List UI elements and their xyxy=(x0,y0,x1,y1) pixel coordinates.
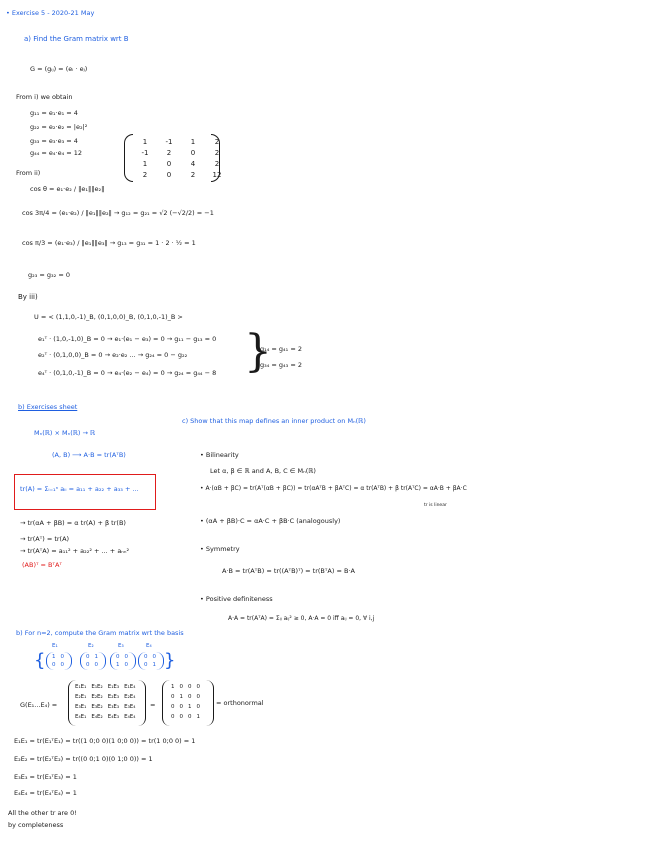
from-i-label: From i) we obtain xyxy=(16,93,73,101)
basis-label-1: E₁ xyxy=(52,643,58,649)
closing-line-1: All the other tr are 0! xyxy=(8,809,77,817)
right-brace: } xyxy=(244,326,272,377)
basis-label-3: E₃ xyxy=(118,643,124,649)
from-ii-label: From ii) xyxy=(16,169,41,177)
basis-matrix-3: 0 0 1 0 xyxy=(110,652,136,670)
bilinearity-note: tr is linear xyxy=(424,503,447,508)
linearity-step-3: → tr(AᵀA) = a₁₁² + a₂₂² + ... + aₙₙ² xyxy=(20,547,130,555)
bilinearity-eq-2: • (αA + βB)·C = αA·C + βB·C (analogously) xyxy=(200,517,341,525)
symmetry-title: • Symmetry xyxy=(200,545,240,553)
bilinearity-let: Let α, β ∈ ℝ and A, B, C ∈ Mₙ(ℝ) xyxy=(210,467,316,475)
g-line-1: g₁₁ = e₁·e₁ = 4 xyxy=(30,109,78,117)
calc-line-4: E₄E₄ = tr(E₄ᵀE₄) = 1 xyxy=(14,789,77,797)
calc-line-1: E₁E₁ = tr(E₁ᵀE₁) = tr((1 0;0 0)(1 0;0 0)) = tr(1 0;0 0) = 1 xyxy=(14,737,196,745)
cos-line-2: cos π/3 = (e₁·e₃) / ‖e₁‖‖e₃‖ → g₁₃ = g₃₁ = 1 · 2 · ½ = 1 xyxy=(22,239,196,247)
basis-matrix-4: 0 0 0 1 xyxy=(138,652,164,670)
brace-result-2: g₃₄ = g₄₃ = 2 xyxy=(260,361,302,369)
brace-result-1: g₁₄ = g₄₁ = 2 xyxy=(260,345,302,353)
trace-definition: tr(A) = Σᵢ₌₁ⁿ aᵢᵢ = a₁₁ + a₂₂ + a₃₃ + ... xyxy=(20,485,139,493)
linearity-step-2: → tr(Aᵀ) = tr(A) xyxy=(20,535,70,543)
calc-line-3: E₃E₃ = tr(E₃ᵀE₃) = 1 xyxy=(14,773,77,781)
g-line-2: g₂₂ = e₂·e₂ = |e₂|² xyxy=(30,123,88,131)
calc-line-2: E₂E₂ = tr(E₂ᵀE₂) = tr((0 0;1 0)(0 1;0 0)) = 1 xyxy=(14,755,153,763)
basis-label-4: E₄ xyxy=(146,643,152,649)
g-line-3: g₃₃ = e₃·e₃ = 4 xyxy=(30,137,78,145)
map-definition: Mₙ(ℝ) × Mₙ(ℝ) → ℝ xyxy=(34,429,96,437)
u-line-2: e₂ᵀ · (0,1,0,0)_B = 0 → e₂·e₂ ... → g₂₄ = 0 − g₂₂ xyxy=(38,351,188,359)
gram-identity-matrix: 1 0 0 0 0 1 0 0 0 0 1 0 0 0 0 1 xyxy=(162,680,214,726)
basis-close-brace: } xyxy=(164,650,176,671)
bilinearity-eq-1: • A·(αB + βC) = tr(Aᵀ(αB + βC)) = tr(αAᵀB + βAᵀC) = α tr(AᵀB) + β tr(AᵀC) = αA·B + βA·C xyxy=(200,485,467,492)
inner-product-heading: c) Show that this map defines an inner product on Mₙ(ℝ) xyxy=(182,417,366,425)
gram-equals: = xyxy=(150,701,156,709)
transpose-formula: (AB)ᵀ = BᵀAᵀ xyxy=(22,561,62,569)
posdef-eq: A·A = tr(AᵀA) = Σᵢⱼ aᵢⱼ² ≥ 0, A·A = 0 iff aᵢⱼ = 0, ∀ i,j xyxy=(228,615,375,622)
part-c-heading: b) For n=2, compute the Gram matrix wrt the basis xyxy=(16,629,184,637)
g23-line: g₂₃ = g₃₂ = 0 xyxy=(28,271,70,279)
basis-matrix-1: 1 0 0 0 xyxy=(46,652,72,670)
gram-label-c: G(E₁...E₄) = xyxy=(20,701,58,709)
part-a-heading: a) Find the Gram matrix wrt B xyxy=(24,35,129,43)
gram-definition: G = (gᵢⱼ) = (eᵢ · eⱼ) xyxy=(30,65,88,73)
posdef-title: • Positive definiteness xyxy=(200,595,273,603)
gram-matrix-a: 1 -1 1 2 -1 2 0 2 1 0 4 2 2 0 2 12 xyxy=(124,134,220,182)
part-b-heading: b) Exercises sheet xyxy=(18,403,78,411)
bilinearity-title: • Bilinearity xyxy=(200,451,239,459)
cos-definition: cos θ = e₁·e₂ / ‖e₁‖‖e₂‖ xyxy=(30,185,105,193)
basis-matrix-2: 0 1 0 0 xyxy=(80,652,106,670)
exercise-header: • Exercise 5 - 2020-21 May xyxy=(6,9,95,17)
symmetry-eq: A·B = tr(AᵀB) = tr((AᵀB)ᵀ) = tr(BᵀA) = B·A xyxy=(222,567,355,575)
basis-open-brace: { xyxy=(34,650,46,671)
closing-line-2: by completeness xyxy=(8,821,64,829)
by-iii-label: By iii) xyxy=(18,293,38,301)
basis-label-2: E₂ xyxy=(88,643,94,649)
U-definition: U = < (1,1,0,-1)_B, (0,1,0,0)_B, (0,1,0,-1)_B > xyxy=(34,313,183,321)
cos-line-1: cos 3π/4 = (e₁·e₂) / ‖e₁‖‖e₂‖ → g₁₂ = g₂₁ = √2 (−√2/2) = −1 xyxy=(22,209,214,217)
linearity-step-1: → tr(αA + βB) = α tr(A) + β tr(B) xyxy=(20,519,126,527)
map-rule: (A, B) ⟶ A·B = tr(AᵀB) xyxy=(52,451,126,459)
orthonormal-note: = orthonormal xyxy=(216,699,264,707)
u-line-3: e₄ᵀ · (0,1,0,-1)_B = 0 → e₄·(e₂ − e₄) = 0 → g₂₄ = g₄₄ − 8 xyxy=(38,369,217,377)
g-line-4: g₄₄ = e₄·e₄ = 12 xyxy=(30,149,83,157)
gram-symbolic-matrix: E₁E₁ E₁E₂ E₁E₃ E₁E₄ E₂E₁ E₂E₂ E₂E₃ E₂E₄ E₃E₁ E₃E₂ E₃E₃ E₃E₄ E₄E₁ E₄E₂ E₄E₃ E₄E₄ xyxy=(68,680,146,726)
u-line-1: e₁ᵀ · (1,0,-1,0)_B = 0 → e₁·(e₁ − e₃) = 0 → g₁₁ − g₁₃ = 0 xyxy=(38,335,217,343)
